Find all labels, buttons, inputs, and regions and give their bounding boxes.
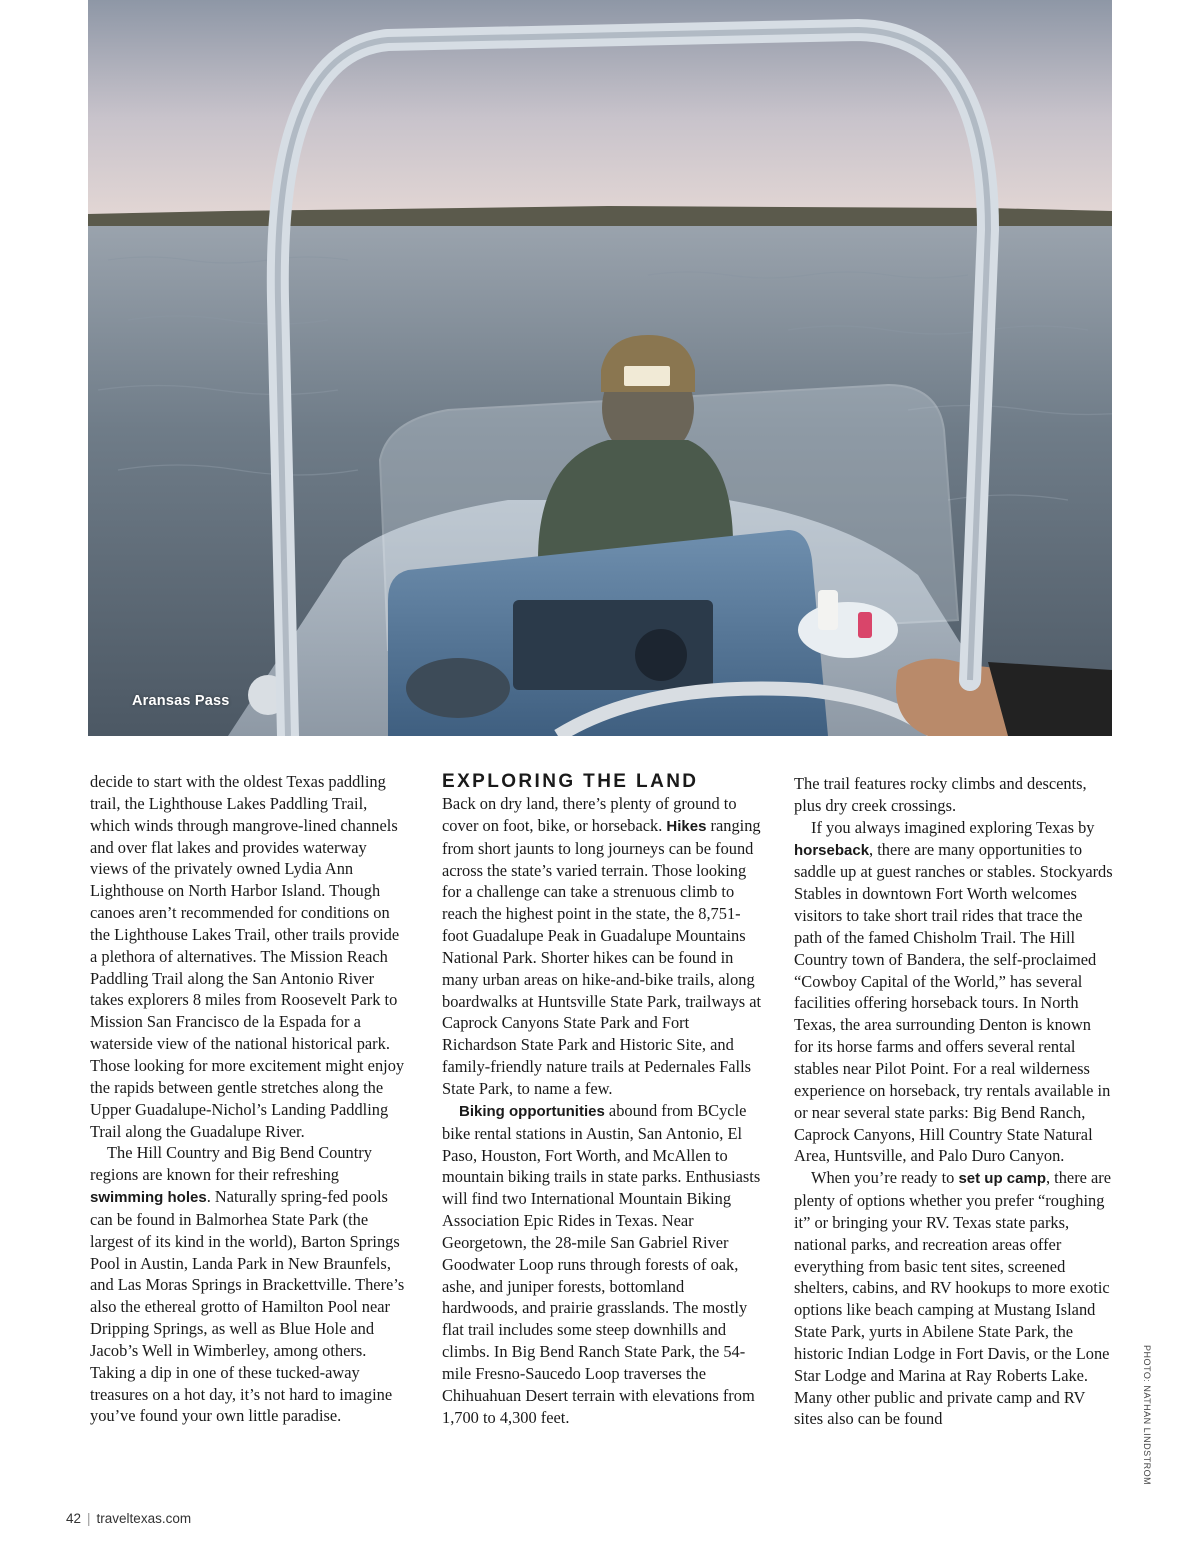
- article-column-2: [442, 771, 762, 1428]
- paragraph: [794, 817, 1114, 1168]
- page-number: 42: [66, 1511, 82, 1526]
- text-run: When you’re ready to: [811, 1168, 959, 1188]
- text-run: ranging from short jaunts to long journeys can be found across the state’s varied terrain. Those looking for a challenge can take a strenuous climb to reach the highest point in the state, the 8,751-foot Guadalupe Peak in Guadalupe Mountains National Park. Shorter hikes can be found in many urban areas on hike-and-bike trails, along boardwalks at Huntsville State Park, trailways at Caprock Canyons State Park and Fort Richardson State Park and Historic Site, and family-friendly nature trails at Pedernales Falls State Park, to name a few.: [442, 815, 762, 1098]
- bold-keyword: Biking opportunities: [459, 1102, 605, 1120]
- article-column-1: [90, 771, 408, 1427]
- paragraph: [794, 1167, 1114, 1430]
- bold-keyword: set up camp: [958, 1170, 1046, 1188]
- bold-keyword: horseback: [794, 841, 870, 859]
- paragraph: The trail features rocky climbs and descents, plus dry creek crossings.: [794, 774, 1087, 815]
- bold-keyword: swimming holes: [90, 1189, 207, 1207]
- paragraph: [442, 1100, 762, 1429]
- website-link[interactable]: traveltexas.com: [96, 1511, 192, 1526]
- lure-tray: [406, 658, 510, 718]
- text-run: , there are many opportunities to saddle up at guest ranches or stables. Stockyards Stables in downtown Fort Worth welcomes visitors to take short trail rides that trace the path of the famed Chisholm Trail. The Hill Country town of Bandera, the self-proclaimed “Cowboy Capital of the World,” has several facilities offering horseback tours. In North Texas, the area surrounding Denton is known for its horse farms and offers several rental stables near Pilot Point. For a real wilderness experience on horseback, try rentals available in or near several state parks: Big Bend Ranch, Caprock Canyons, Hill Country State Natural Area, Huntsville, and Palo Duro Canyon.: [794, 839, 1113, 1166]
- driver-sleeve: [988, 662, 1112, 736]
- article-column-3: [794, 773, 1114, 1430]
- boat-scene-illustration: [88, 0, 1112, 736]
- text-run: Back on dry land, there’s plenty of ground to cover on foot, bike, or horseback.: [442, 794, 737, 835]
- text-run: abound from BCycle bike rental stations in Austin, San Antonio, El Paso, Houston, Fort Worth, and McAllen to mountain biking trails in state parks. Enthusiasts will find two International Mountain Biking Association Epic Rides in Texas. Near Georgetown, the 28-mile San Gabriel River Goodwater Loop runs through forests of oak, ashe, and juniper forests, bottomland hardwoods, and prairie grasslands. The mostly flat trail includes some steep downhills and climbs. In Big Bend Ranch State Park, the 54-mile Fresno-Saucedo Loop traverses the Chihuahuan Desert terrain with elevations from 1,700 to 4,300 feet.: [442, 1100, 761, 1427]
- bold-keyword: Hikes: [666, 817, 707, 835]
- hero-photo: [88, 0, 1112, 736]
- paragraph: [442, 793, 762, 1100]
- paragraph: [90, 1142, 408, 1427]
- text-run: The Hill Country and Big Bend Country regions are known for their refreshing: [90, 1143, 372, 1185]
- text-run: . Naturally spring-fed pools can be found in Balmorhea State Park (the largest of its kind in the world), Barton Springs Pool in Austin, Landa Park in New Braunfels, and Las Moras Springs in Brackettville. There’s also the ethereal grotto of Hamilton Pool near Dripping Springs, as well as Blue Hole and Jacob’s Well in Wimberley, among others. Taking a dip in one of these tucked-away treasures on a hot day, it’s not hard to imagine you’ve found your own little paradise.: [90, 1187, 405, 1426]
- sunscreen-bottle: [818, 590, 838, 630]
- gauge: [635, 629, 687, 681]
- photo-credit: PHOTO: NATHAN LINDSTROM: [1142, 1345, 1152, 1486]
- text-run: If you always imagined exploring Texas by: [811, 817, 1095, 837]
- cap-patch: [624, 366, 670, 386]
- paragraph: decide to start with the oldest Texas paddling trail, the Lighthouse Lakes Paddling Trail, which winds through mangrove-lined channels and over flat lakes and provides waterway views of the privately owned Lydia Ann Lighthouse on North Harbor Island. Though canoes aren’t recommended for conditions on the Lighthouse Lakes Trail, other trails provide a plethora of alternatives. The Mission Reach Paddling Trail along the San Antonio River takes explorers 8 miles from Roosevelt Park to Mission San Francisco de la Espada for a waterside view of the national historical park. Those looking for more excitement might enjoy the rapids between gentle stretches along the Upper Guadalupe-Nichol’s Landing Paddling Trail along the Guadalupe River.: [90, 772, 405, 1141]
- photo-caption: Aransas Pass: [132, 693, 230, 709]
- page-footer: [66, 1511, 191, 1526]
- lip-balm: [858, 612, 872, 638]
- cup-holder: [798, 602, 898, 658]
- section-heading: EXPLORING THE LAND: [442, 771, 699, 792]
- text-run: , there are plenty of options whether you prefer “roughing it” or bringing your RV. Texas state parks, national parks, and recreation areas offer everything from basic tent sites, screened shelters, cabins, and RV hookups to more exotic options like beach camping at Mustang Island State Park, yurts in Abilene State Park, the historic Indian Lodge in Fort Davis, or the Lone Star Lodge and Marina at Ray Roberts Lake. Many other public and private camp and RV sites also can be found: [794, 1168, 1112, 1429]
- footer-divider: |: [87, 1511, 91, 1526]
